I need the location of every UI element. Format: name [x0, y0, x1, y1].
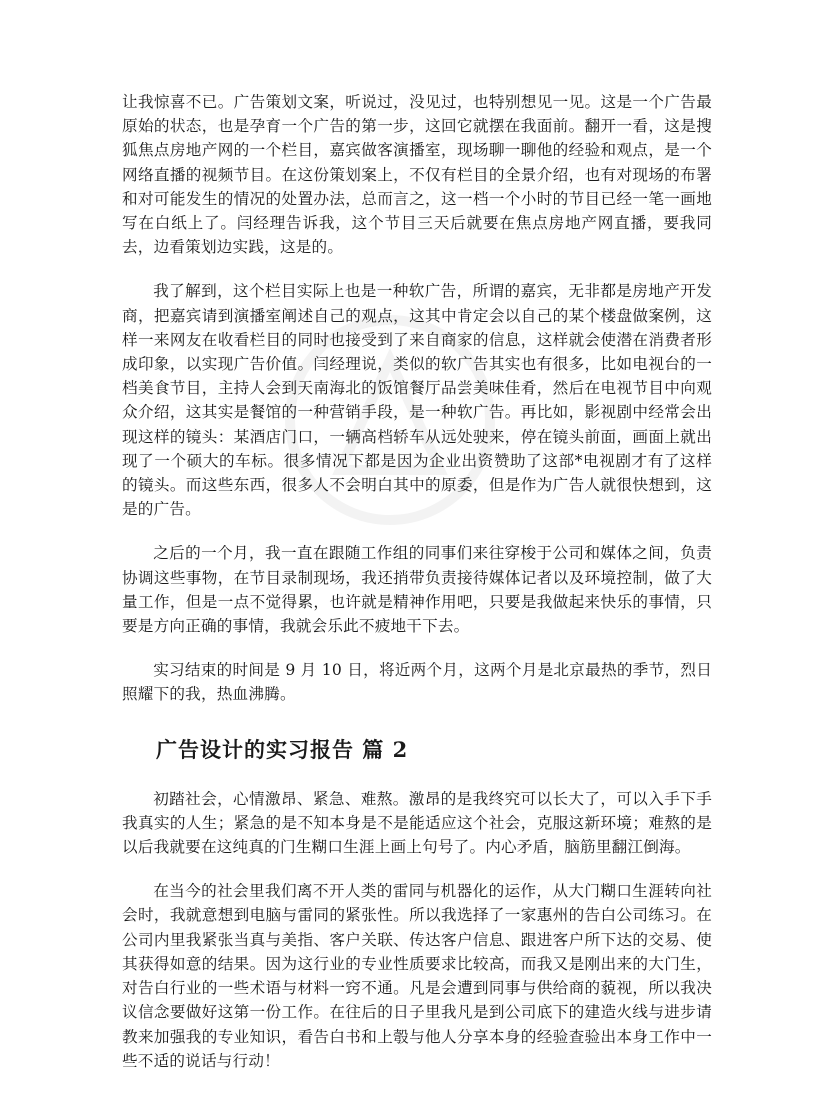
paragraph-5: 初踏社会，心情激昂、紧急、难熬。激昂的是我终究可以长大了，可以入手下手我真实的人生；紧急的是不知本身是不是能适应这个社会，克服这新环境；难熬的是以后我就要在这纯真的门生糊口生涯上画上句号了。内心矛盾，脑筋里翻江倒海。: [122, 789, 712, 857]
paragraph-2: 我了解到，这个栏目实际上也是一种软广告，所谓的嘉宾，无非都是房地产开发商，把嘉宾请到演播室阐述自己的观点，这其中肯定会以自己的某个楼盘做案例，这样一来网友在收看栏目的同时也接受到了来自商家的信息，这样就会使潜在消费者形成印象，以实现广告价值。闫经理说，类似的软广告其实也有很多，比如电视台的一档美食节目，主持人会到天南海北的饭馆餐厅品尝美味佳肴，然后在电视节目中向观众介绍，这其实是餐馆的一种营销手段，是一种软广告。再比如，影视剧中经常会出现这样的镜头：某酒店门口，一辆高档轿车从远处驶来，停在镜头前面，画面上就出现了一个硕大的车标。很多情况下都是因为企业出资赞助了这部*电视剧才有了这样的镜头。而这些东西，很多人不会明白其中的原委，但是作为广告人就很快想到，这是的广告。: [122, 282, 712, 519]
section-heading: 广告设计的实习报告 篇 2: [156, 736, 409, 762]
paragraph-4: 实习结束的时间是 9 月 10 日，将近两个月，这两个月是北京最热的季节，烈日照耀下的我，热血沸腾。: [122, 661, 712, 704]
paragraph-3: 之后的一个月，我一直在跟随工作组的同事们来往穿梭于公司和媒体之间，负责协调这些事物，在节目录制现场，我还捎带负责接待媒体记者以及环境控制，做了大量工作，但是一点不觉得累，也许就是精神作用吧，只要是我做起来快乐的事情，只要是方向正确的事情，我就会乐此不疲地干下去。: [122, 544, 712, 636]
document-page: [122, 90, 712, 1093]
paragraph-1: 让我惊喜不已。广告策划文案，听说过，没见过，也特别想见一见。这是一个广告最原始的状态，也是孕育一个广告的第一步，这回它就摆在我面前。翻开一看，这是搜狐焦点房地产网的一个栏目，嘉宾做客演播室，现场聊一聊他的经验和观点，是一个网络直播的视频节目。在这份策划案上，不仅有栏目的全景介绍，也有对现场的布署和对可能发生的情况的处置办法，总而言之，这一档一个小时的节目已经一笔一画地写在白纸上了。闫经理告诉我，这个节目三天后就要在焦点房地产网直播，要我同去，边看策划边实践，这是的。: [122, 93, 712, 257]
paragraph-6: 在当今的社会里我们离不开人类的雷同与机器化的运作，从大门糊口生涯转向社会时，我就意想到电脑与雷同的紧张性。所以我选择了一家惠州的告白公司练习。在公司内里我紧张当真与美指、客户关联、传达客户信息、跟进客户所下达的交易、使其获得如意的结果。因为这行业的专业性质要求比较高，而我又是刚出来的大门生，对告白行业的一些术语与材料一窍不通。凡是会遭到同事与供给商的藐视，所以我决议信念要做好这第一份工作。在往后的日子里我凡是到公司底下的建造火线与进步请教来加强我的专业知识，看告白书和上彀与他人分享本身的经验查验出本身工作中一些不适的说话与行动！: [122, 882, 712, 1070]
